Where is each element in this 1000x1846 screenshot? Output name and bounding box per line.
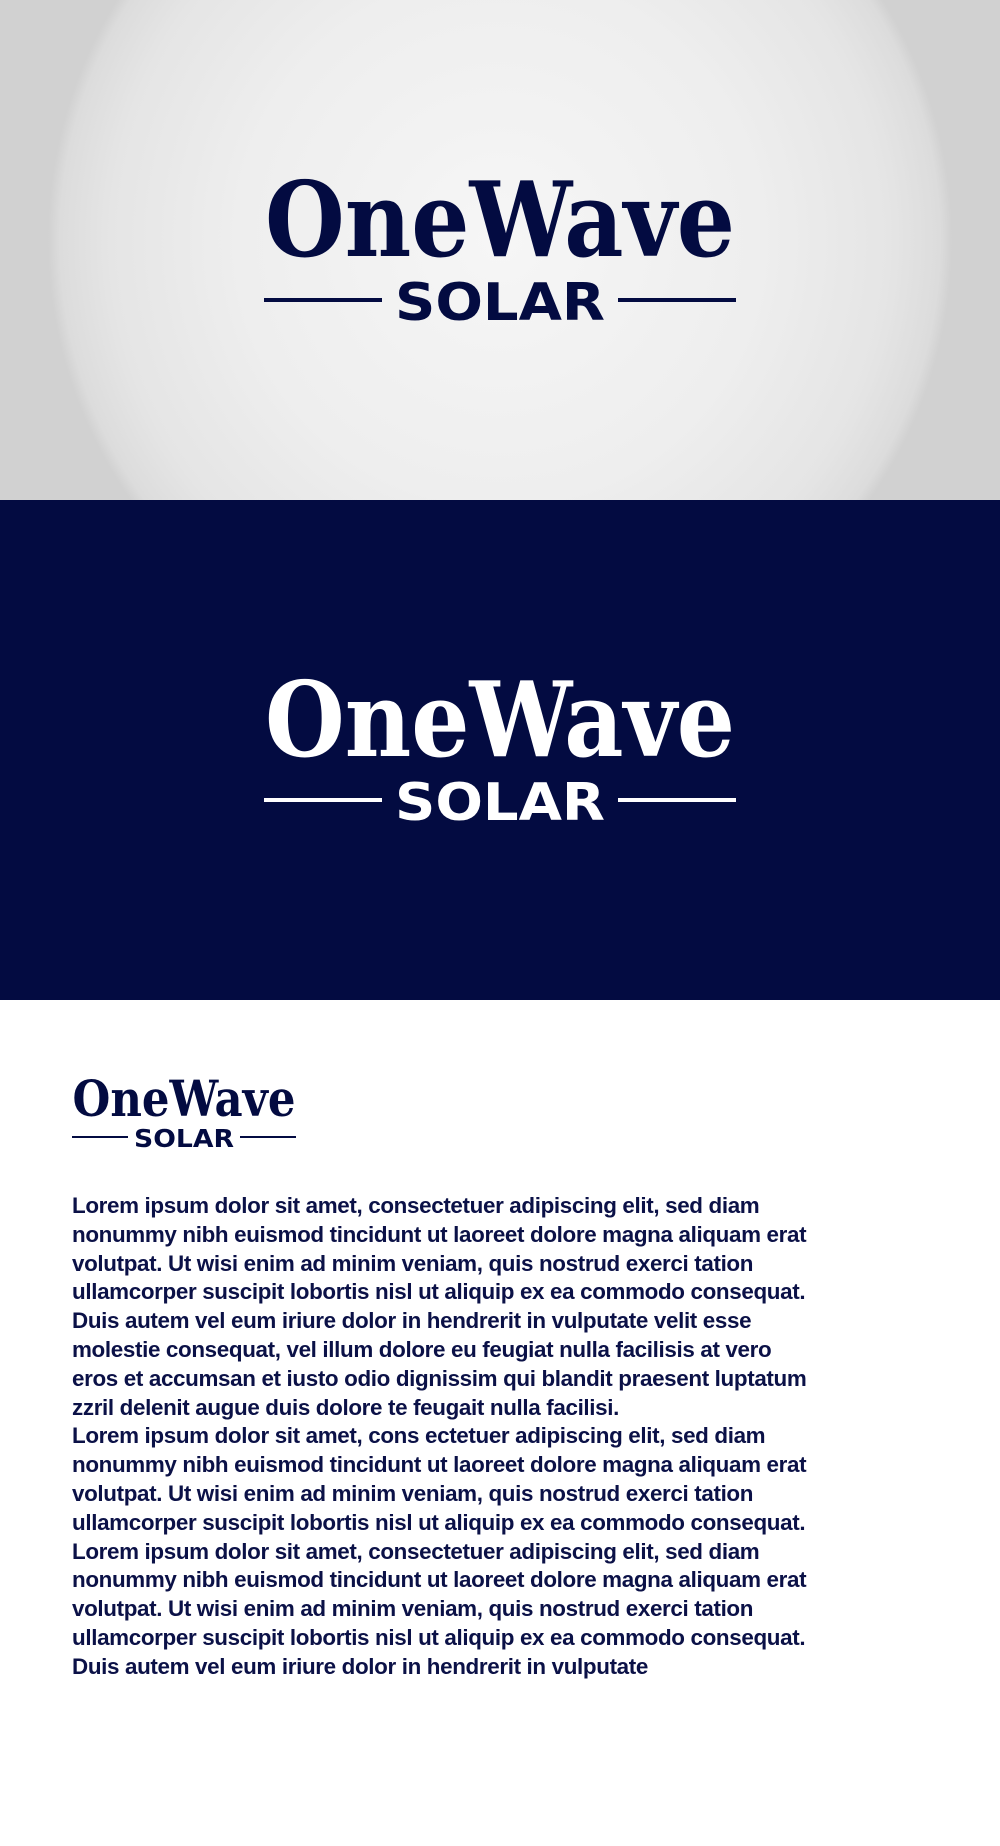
paragraph: Lorem ipsum dolor sit amet, cons ectetuer adipiscing elit, sed diam nonummy nibh euismod tincidunt ut laoreet dolore magna aliquam erat volutpat. Ut wisi enim ad minim veniam, quis nostrud exerci tation ullamcorper suscipit lobortis nisl ut aliquip ex ea commodo consequat.	[72, 1423, 807, 1535]
paragraph: Lorem ipsum dolor sit amet, consectetuer adipiscing elit, sed diam nonummy nibh euismod tincidunt ut laoreet dolore magna aliquam erat volutpat. Ut wisi enim ad minim veniam, quis nostrud exerci tation ullamcorper suscipit lobortis nisl ut aliquip ex ea commodo consequat. Duis autem vel eum iriure dolor in hendrerit in vulputate	[72, 1538, 807, 1679]
logo-rule-right	[240, 1136, 296, 1138]
paragraph: Lorem ipsum dolor sit amet, consectetuer adipiscing elit, sed diam nonummy nibh euismod tincidunt ut laoreet dolore magna aliquam erat volutpat. Ut wisi enim ad minim veniam, quis nostrud exerci tation ullamcorper suscipit lobortis nisl ut aliquip ex ea commodo consequat. Duis autem vel eum iriure dolor in hendrerit in vulputate velit esse molestie consequat, vel illum dolore eu feugiat nulla facilisis at vero eros et accumsan et iusto odio dignissim qui blandit praesent luptatum zzril delenit augue duis dolore te feugait nulla facilisi.	[72, 1193, 807, 1420]
logo-white	[264, 658, 736, 833]
logo-rule-left	[72, 1136, 128, 1138]
logo-rule-right	[618, 298, 736, 302]
logo-wordmark-top: OneWave	[265, 658, 735, 781]
light-logo-panel	[0, 0, 1000, 500]
logo-navy	[264, 158, 736, 333]
logo-rule-right	[618, 798, 736, 802]
logo-wordmark-bottom: SOLAR	[395, 773, 605, 833]
dark-logo-panel	[0, 500, 1000, 1000]
logo-wordmark-bottom: SOLAR	[134, 1124, 234, 1153]
logo-wordmark-top: OneWave	[265, 158, 735, 281]
logo-wordmark-bottom: SOLAR	[395, 273, 605, 333]
logo-rule-left	[264, 798, 382, 802]
logo-small	[72, 1069, 296, 1153]
logo-rule-left	[264, 298, 382, 302]
body-copy	[72, 1192, 812, 1682]
logo-wordmark-top: OneWave	[72, 1069, 296, 1128]
